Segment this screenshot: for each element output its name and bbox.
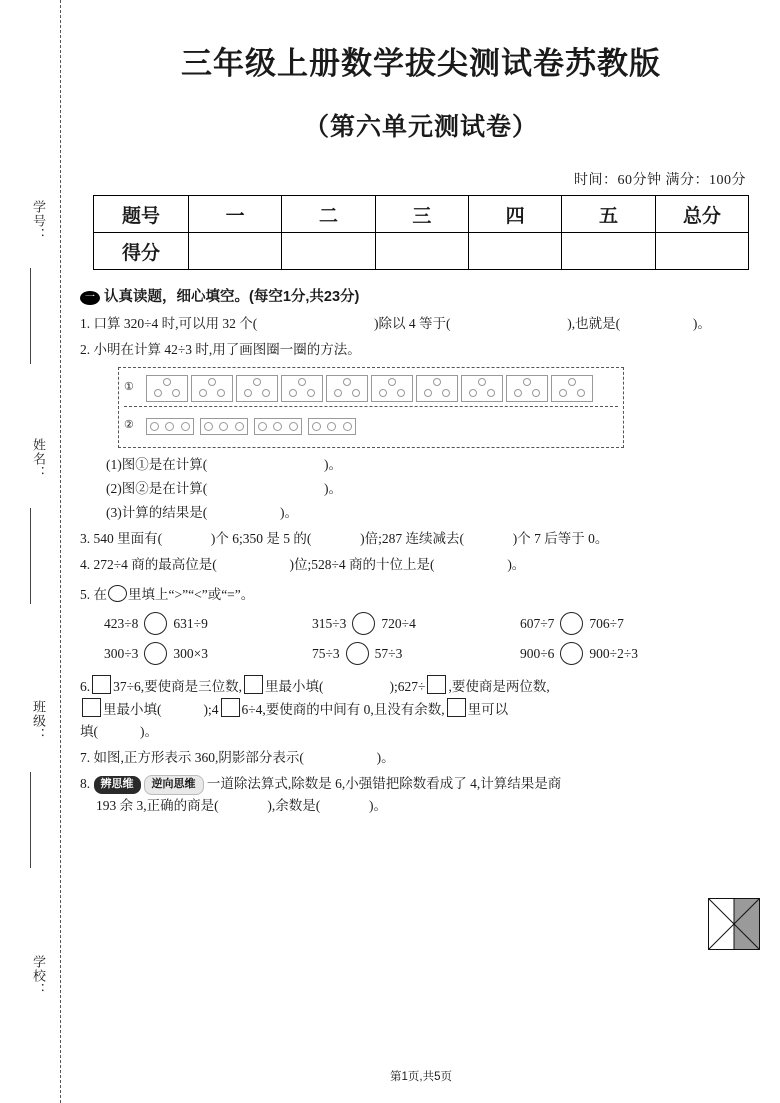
question-2-sub-1 bbox=[80, 454, 760, 476]
q6-part9: 里可以 bbox=[467, 702, 509, 718]
margin-label-name: 姓名： bbox=[31, 438, 46, 480]
q1-part1: 1. 口算 320÷4 时,可以用 32 个( bbox=[80, 316, 258, 332]
score-table-cell: 一 bbox=[189, 196, 282, 233]
q6-part4: );627÷ bbox=[389, 679, 426, 695]
compare-right: 720÷4 bbox=[381, 615, 416, 631]
q6-part5: ,要使商是两位数, bbox=[448, 679, 550, 695]
box-blank-icon[interactable] bbox=[447, 698, 466, 717]
q2-sub2-end: )。 bbox=[324, 481, 342, 497]
left-margin bbox=[0, 0, 62, 1103]
margin-rule-1 bbox=[30, 268, 31, 364]
question-2-sub-2 bbox=[80, 478, 760, 500]
score-input-cell[interactable] bbox=[468, 233, 561, 270]
compare-item bbox=[312, 642, 520, 665]
score-table-cell: 得分 bbox=[94, 233, 189, 270]
page-title: 三年级上册数学拔尖测试卷苏教版 bbox=[181, 46, 661, 81]
q6-part6: 里最小填( bbox=[103, 702, 162, 718]
dot-group bbox=[191, 375, 233, 402]
q2-sub3-end: )。 bbox=[280, 504, 298, 520]
box-blank-icon[interactable] bbox=[92, 675, 111, 694]
q6-part2: 37÷6,要使商是三位数, bbox=[113, 679, 243, 695]
box-blank-icon[interactable] bbox=[427, 675, 446, 694]
box-blank-icon[interactable] bbox=[82, 698, 101, 717]
section-number-badge: 一 bbox=[80, 291, 100, 305]
dot-group bbox=[551, 375, 593, 402]
q2-sub1-text: (1)图①是在计算( bbox=[106, 457, 208, 473]
question-2-figure bbox=[118, 367, 624, 448]
compare-right: 631÷9 bbox=[173, 615, 208, 631]
q7-part1: 7. 如图,正方形表示 360,阴影部分表示( bbox=[80, 749, 304, 765]
q8-part3: ),余数是( bbox=[267, 797, 321, 813]
q6-part7: );4 bbox=[203, 702, 219, 718]
compare-item bbox=[104, 612, 312, 635]
margin-label-student-id: 学号： bbox=[31, 200, 46, 242]
margin-label-class: 班级： bbox=[31, 700, 46, 742]
compare-left: 315÷3 bbox=[312, 615, 347, 631]
score-table-cell: 三 bbox=[375, 196, 468, 233]
q1-part3: ),也就是( bbox=[567, 316, 621, 332]
q6-part3: 里最小填( bbox=[265, 679, 324, 695]
q6-part8: 6÷4,要使商的中间有 0,且没有余数, bbox=[241, 702, 445, 718]
q5-stem-a: 5. 在 bbox=[80, 586, 107, 602]
question-5-row-1 bbox=[80, 612, 760, 635]
dot-group bbox=[308, 418, 356, 435]
compare-item bbox=[104, 642, 312, 665]
dot-group bbox=[281, 375, 323, 402]
q6-part11: )。 bbox=[140, 724, 158, 740]
exam-content bbox=[80, 286, 760, 817]
question-2-stem: 2. 小明在计算 42÷3 时,用了画图圈一圈的方法。 bbox=[80, 342, 361, 358]
q7-part2: )。 bbox=[376, 749, 395, 765]
compare-left: 423÷8 bbox=[104, 615, 139, 631]
q3-part3: )倍;287 连续减去( bbox=[360, 530, 464, 546]
score-table-cell: 二 bbox=[282, 196, 375, 233]
compare-right: 706÷7 bbox=[589, 615, 624, 631]
section-title: 认真读题，细心填空。(每空1分,共23分) bbox=[104, 289, 360, 305]
score-input-cell[interactable] bbox=[375, 233, 468, 270]
score-table-cell: 总分 bbox=[655, 196, 748, 233]
q2-sub2-text: (2)图②是在计算( bbox=[106, 481, 208, 497]
shaded-square-svg bbox=[708, 898, 760, 950]
q3-part2: )个 6;350 是 5 的( bbox=[210, 530, 312, 546]
q4-part2: )位;528÷4 商的十位上是( bbox=[289, 556, 435, 572]
question-6 bbox=[80, 675, 760, 743]
compare-blank[interactable] bbox=[560, 612, 583, 635]
compare-blank[interactable] bbox=[144, 642, 167, 665]
q3-part4: )个 7 后等于 0。 bbox=[512, 530, 609, 546]
dot-group bbox=[236, 375, 278, 402]
q4-part3: )。 bbox=[507, 556, 526, 572]
q1-part2: )除以 4 等于( bbox=[374, 316, 451, 332]
q1-part4: )。 bbox=[692, 316, 711, 332]
margin-rule-3 bbox=[30, 772, 31, 868]
margin-rule-2 bbox=[30, 508, 31, 604]
q8-part4: )。 bbox=[369, 797, 387, 813]
score-input-cell[interactable] bbox=[282, 233, 375, 270]
compare-item bbox=[520, 612, 728, 635]
compare-blank[interactable] bbox=[560, 642, 583, 665]
score-input-cell[interactable] bbox=[562, 233, 655, 270]
box-blank-icon[interactable] bbox=[221, 698, 240, 717]
question-7 bbox=[80, 747, 760, 769]
dot-group bbox=[461, 375, 503, 402]
score-input-cell[interactable] bbox=[655, 233, 748, 270]
dot-group bbox=[200, 418, 248, 435]
dot-group bbox=[146, 418, 194, 435]
score-table bbox=[93, 195, 749, 270]
q8-part1: 一道除法算式,除数是 6,小强错把除数看成了 4,计算结果是商 bbox=[206, 775, 562, 791]
page-subtitle: （第六单元测试卷） bbox=[303, 113, 538, 141]
box-blank-icon[interactable] bbox=[244, 675, 263, 694]
dot-group bbox=[371, 375, 413, 402]
compare-right: 300×3 bbox=[173, 645, 209, 661]
badge-thinking-dark: 辨思维 bbox=[94, 776, 141, 794]
figure-row-1-label: ① bbox=[124, 381, 134, 394]
compare-right: 57÷3 bbox=[374, 645, 403, 661]
circle-blank-icon[interactable] bbox=[108, 585, 127, 602]
exam-meta: 时间：60分钟 满分：100分 bbox=[574, 173, 746, 188]
question-4 bbox=[80, 554, 760, 576]
q6-number: 6. bbox=[80, 679, 91, 695]
dot-group bbox=[326, 375, 368, 402]
shaded-square-figure bbox=[708, 898, 760, 950]
figure-row-2 bbox=[124, 410, 618, 442]
compare-blank[interactable] bbox=[352, 612, 375, 635]
q4-part1: 4. 272÷4 商的最高位是( bbox=[80, 556, 217, 572]
dot-group bbox=[506, 375, 548, 402]
question-1 bbox=[80, 313, 760, 335]
dot-group bbox=[254, 418, 302, 435]
q3-part1: 3. 540 里面有( bbox=[80, 530, 163, 546]
dot-group bbox=[146, 375, 188, 402]
badge-reverse-thinking: 逆向思维 bbox=[144, 775, 204, 795]
figure-row-2-label: ② bbox=[124, 419, 134, 432]
question-3 bbox=[80, 528, 760, 550]
compare-item bbox=[520, 642, 728, 665]
page-footer: 第1页,共5页 bbox=[390, 1071, 452, 1083]
score-input-cell[interactable] bbox=[189, 233, 282, 270]
question-5-stem bbox=[80, 584, 760, 606]
q2-sub1-end: )。 bbox=[324, 457, 342, 473]
question-5-row-2 bbox=[80, 642, 760, 665]
compare-left: 900÷6 bbox=[520, 645, 555, 661]
q2-sub3-text: (3)计算的结果是( bbox=[106, 504, 208, 520]
margin-dashed-divider bbox=[60, 0, 61, 1103]
compare-blank[interactable] bbox=[144, 612, 167, 635]
score-table-cell: 四 bbox=[468, 196, 561, 233]
compare-left: 75÷3 bbox=[312, 645, 340, 661]
q5-stem-b: 里填上“>”“<”或“=”。 bbox=[128, 586, 255, 602]
question-8 bbox=[80, 773, 760, 817]
question-2-sub-3 bbox=[80, 502, 760, 524]
compare-left: 300÷3 bbox=[104, 645, 139, 661]
compare-right: 900÷2÷3 bbox=[589, 645, 638, 661]
margin-label-school: 学校： bbox=[31, 955, 46, 997]
q8-number: 8. bbox=[80, 775, 91, 791]
score-table-cell: 五 bbox=[562, 196, 655, 233]
table-row-score bbox=[94, 233, 749, 270]
dot-group bbox=[416, 375, 458, 402]
figure-row-1 bbox=[124, 372, 618, 407]
q8-part2: 193 余 3,正确的商是( bbox=[96, 797, 219, 813]
table-row-header bbox=[94, 196, 749, 233]
score-table-cell: 题号 bbox=[94, 196, 189, 233]
q6-part10: 填( bbox=[80, 724, 98, 740]
compare-left: 607÷7 bbox=[520, 615, 555, 631]
compare-item bbox=[312, 612, 520, 635]
exam-page bbox=[62, 0, 780, 1103]
compare-blank[interactable] bbox=[346, 642, 369, 665]
section-header-one bbox=[80, 286, 760, 309]
